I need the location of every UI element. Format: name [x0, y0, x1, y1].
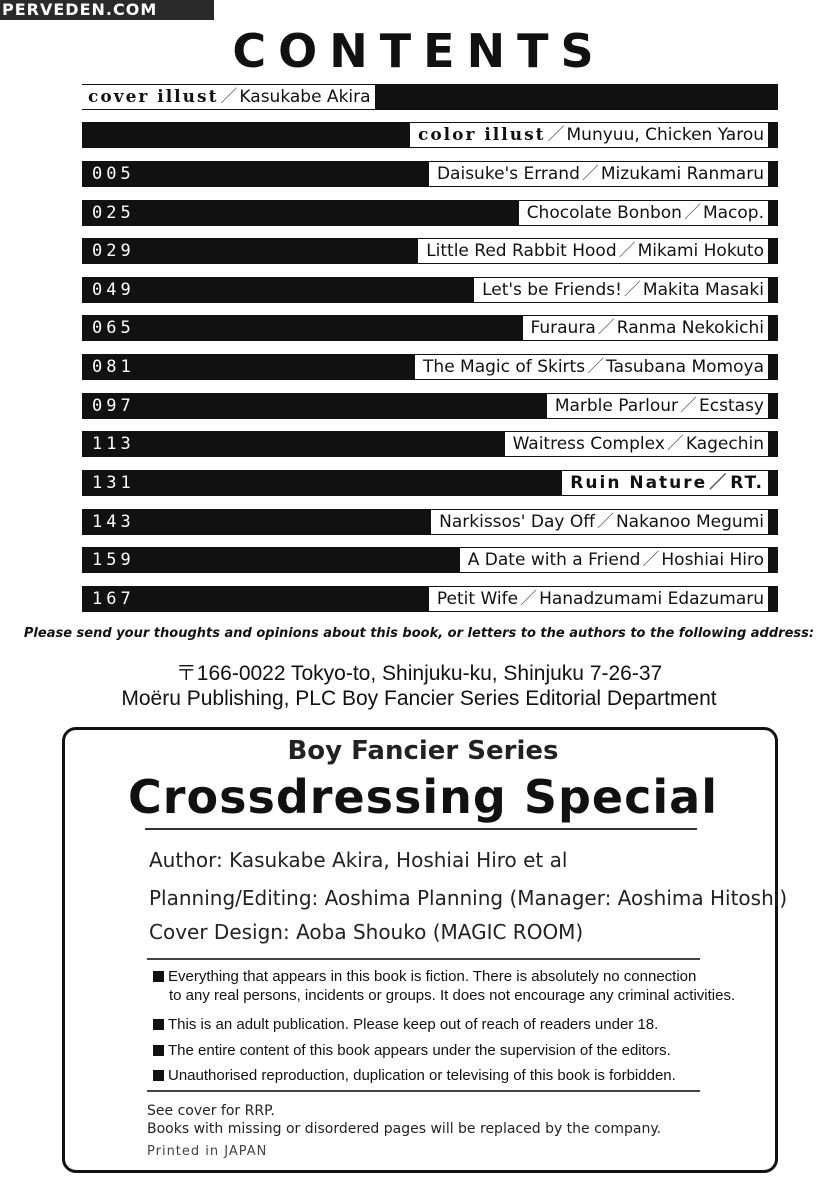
address-note: Please send your thoughts and opinions about this book, or letters to the authors to the following address:	[23, 626, 815, 641]
toc-separator: ／	[618, 241, 636, 261]
toc-title: Chocolate Bonbon	[526, 203, 682, 223]
postal-address: 〒166-0022 Tokyo-to, Shinjuku-ku, Shinjuku 7-26-37	[175, 662, 663, 685]
toc-separator: ／	[581, 164, 599, 184]
toc-author: Nakanoo Megumi	[615, 512, 764, 532]
toc-entry	[474, 278, 768, 302]
toc-entry	[410, 123, 768, 147]
toc-row-color	[82, 122, 778, 148]
bullet-square-icon	[153, 1045, 164, 1056]
toc-author: Tasubana Momoya	[606, 357, 764, 377]
toc-page: 131	[90, 470, 202, 496]
book-title: Crossdressing Special	[128, 770, 718, 824]
notice-supervision	[153, 1041, 671, 1060]
toc-author: Macop.	[702, 203, 764, 223]
toc-author: Hanadzumami Edazumaru	[539, 589, 764, 609]
toc-label: color illust	[417, 125, 546, 145]
toc-row	[82, 161, 778, 187]
toc-entry	[418, 239, 768, 263]
toc-separator: ／	[587, 357, 605, 377]
toc-entry	[429, 162, 768, 186]
toc-title: Little Red Rabbit Hood	[426, 241, 617, 261]
toc-row	[82, 470, 778, 496]
toc-author: Munyuu, Chicken Yarou	[566, 125, 764, 145]
toc-row	[82, 238, 778, 264]
toc-separator: ／	[220, 87, 238, 107]
notice-box	[147, 958, 736, 1092]
notice-fiction	[153, 967, 696, 986]
toc-title: Let's be Friends!	[482, 280, 622, 300]
series-name: Boy Fancier Series	[287, 736, 559, 766]
toc-entry	[460, 548, 768, 572]
toc-separator: ／	[597, 318, 615, 338]
bullet-square-icon	[153, 1019, 164, 1030]
toc-title: Ruin Nature	[570, 473, 708, 493]
toc-title: Furaura	[530, 318, 596, 338]
notice-reproduction	[153, 1066, 676, 1085]
toc-title: Daisuke's Errand	[436, 164, 580, 184]
toc-entry	[431, 510, 768, 534]
toc-author: Ecstasy	[699, 396, 764, 416]
notice-text: The entire content of this book appears under the supervision of the editors.	[168, 1042, 671, 1059]
toc-page: 159	[90, 547, 202, 573]
notice-text: This is an adult publication. Please keep out of reach of readers under 18.	[168, 1016, 659, 1033]
toc-entry	[415, 355, 768, 379]
author-credit: Author: Kasukabe Akira, Hoshiai Hiro et al	[149, 848, 568, 872]
cover-design-credit: Cover Design: Aoba Shouko (MAGIC ROOM)	[149, 920, 584, 944]
toc-title: Marble Parlour	[554, 396, 679, 416]
watermark: PERVEDEN.COM	[0, 0, 214, 20]
toc-author: RT.	[730, 473, 764, 493]
toc-title: The Magic of Skirts	[423, 357, 586, 377]
bullet-square-icon	[153, 971, 164, 982]
toc-page: 029	[90, 238, 202, 264]
toc-title: Waitress Complex	[512, 434, 665, 454]
toc-separator: ／	[683, 203, 701, 223]
toc-separator: ／	[547, 125, 565, 145]
toc-row	[82, 277, 778, 303]
toc-separator: ／	[596, 512, 614, 532]
toc-row	[82, 547, 778, 573]
toc-title: Petit Wife	[436, 589, 519, 609]
colophon-box	[62, 727, 788, 1173]
toc-row	[82, 586, 778, 612]
toc-separator: ／	[709, 473, 729, 493]
title-divider	[145, 828, 697, 830]
toc-separator: ／	[666, 434, 684, 454]
toc-separator: ／	[623, 280, 641, 300]
toc-page: 143	[90, 509, 202, 535]
toc-row	[82, 393, 778, 419]
toc-page: 113	[90, 431, 202, 457]
notice-adult	[153, 1015, 658, 1034]
toc-entry	[547, 394, 768, 418]
replacement-note: Books with missing or disordered pages will be replaced by the company.	[147, 1121, 662, 1137]
toc-page: 065	[90, 315, 202, 341]
toc-entry	[505, 432, 768, 456]
planning-credit: Planning/Editing: Aoshima Planning (Manager: Aoshima Hitoshi)	[149, 886, 788, 910]
toc-row	[82, 509, 778, 535]
toc-label: cover illust	[88, 87, 219, 107]
toc-row	[82, 200, 778, 226]
toc-page: 049	[90, 277, 202, 303]
printed-in: Printed in JAPAN	[147, 1144, 268, 1159]
toc-author: Kagechin	[685, 434, 764, 454]
toc-title: A Date with a Friend	[467, 550, 641, 570]
notice-text: Everything that appears in this book is fiction. There is absolutely no connection	[168, 968, 697, 985]
toc-author: Ranma Nekokichi	[616, 318, 764, 338]
toc-author: Mizukami Ranmaru	[600, 164, 764, 184]
notice-fiction-cont: to any real persons, incidents or groups. It does not encourage any criminal activities.	[169, 987, 736, 1004]
toc-page: 025	[90, 200, 202, 226]
bullet-square-icon	[153, 1070, 164, 1081]
toc-entry	[523, 316, 768, 340]
toc-author: Mikami Hokuto	[637, 241, 764, 261]
toc-page: 167	[90, 586, 202, 612]
toc-separator: ／	[520, 589, 538, 609]
contents-title: CONTENTS	[232, 24, 606, 78]
toc-separator: ／	[642, 550, 660, 570]
toc-title: Narkissos' Day Off	[439, 512, 595, 532]
toc-entry	[429, 587, 768, 611]
toc-page: 005	[90, 161, 202, 187]
toc-author: Kasukabe Akira	[239, 87, 371, 107]
toc-row	[82, 354, 778, 380]
toc-row	[82, 431, 778, 457]
toc-page: 097	[90, 393, 202, 419]
publisher-address: Moëru Publishing, PLC Boy Fancier Series Editorial Department	[121, 687, 717, 710]
rrp-note: See cover for RRP.	[147, 1103, 275, 1119]
toc-row-cover	[82, 84, 778, 110]
toc-entry	[519, 201, 768, 225]
notice-text: Unauthorised reproduction, duplication or televising of this book is forbidden.	[168, 1067, 676, 1084]
toc-author: Hoshiai Hiro	[661, 550, 764, 570]
toc-row	[82, 315, 778, 341]
toc-author: Makita Masaki	[642, 280, 764, 300]
toc-page: 081	[90, 354, 202, 380]
toc-separator: ／	[680, 396, 698, 416]
toc-entry	[82, 85, 375, 109]
toc-entry	[562, 471, 768, 495]
